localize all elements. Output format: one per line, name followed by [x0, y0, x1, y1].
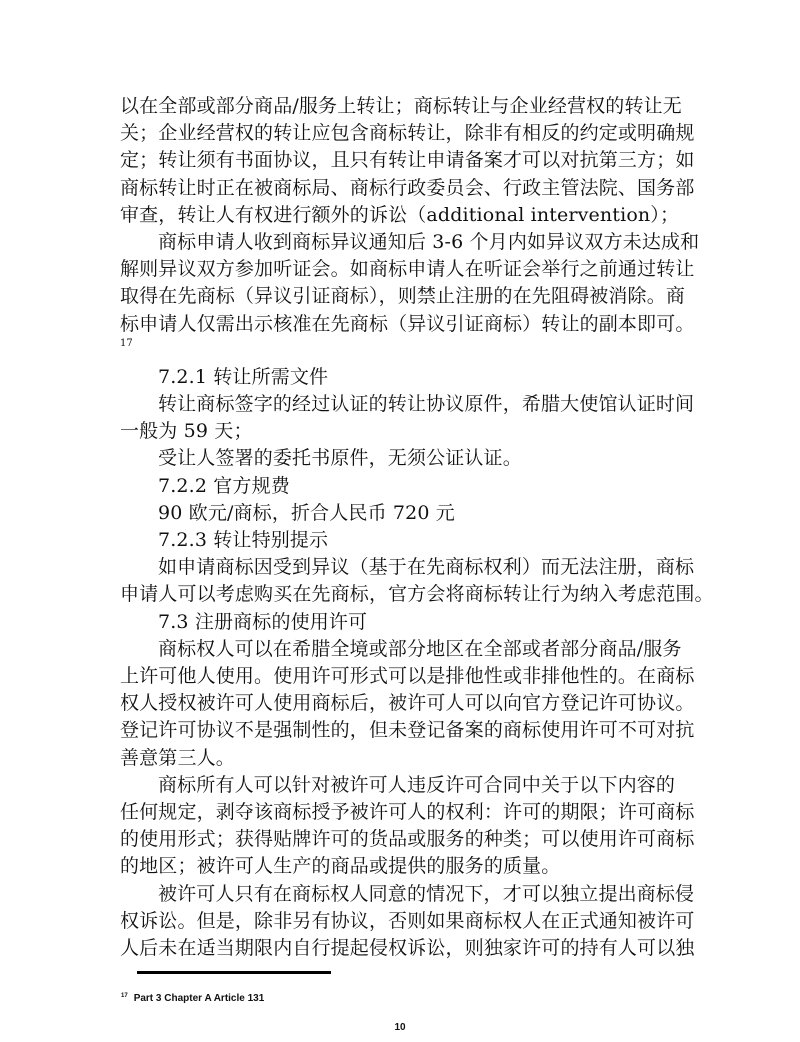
footnote-reference: 17 — [120, 337, 133, 349]
section-heading-7-3: 7.3 注册商标的使用许可 — [158, 610, 368, 633]
text-line: 商标转让时正在被商标局、商标行政委员会、行政主管法院、国务部 — [120, 176, 695, 199]
paragraph-infringement-action — [120, 881, 695, 963]
text-line: 权人授权被许可人使用商标后，被许可人可以向官方登记许可协议。 — [120, 692, 695, 715]
footnote-number: 17 — [121, 993, 128, 999]
text-line: 取得在先商标（异议引证商标），则禁止注册的在先阻碍被消除。商 — [120, 285, 686, 308]
footnote — [121, 992, 264, 1007]
text-line: 任何规定，剥夺该商标授予被许可人的权利：许可的期限；许可商标 — [120, 801, 695, 824]
footnote-text: Part 3 Chapter A Article 131 — [133, 993, 265, 1004]
paragraph-transfer-rules — [120, 93, 695, 229]
text-line: 被许可人只有在商标权人同意的情况下，才可以独立提出商标侵 — [158, 882, 695, 905]
text-line: 善意第三人。 — [120, 746, 235, 769]
text-line: 定；转让须有书面协议，且只有转让申请备案才可以对抗第三方；如 — [120, 149, 695, 172]
text-line: 商标权人可以在希腊全境或部分地区在全部或者部分商品/服务 — [158, 637, 682, 660]
paragraph-opposition-hearing — [120, 229, 700, 352]
paragraph-transfer-notes — [120, 554, 714, 608]
paragraph-power-of-attorney: 受让人签署的委托书原件，无须公证认证。 — [158, 447, 522, 470]
paragraph-official-fee: 90 欧元/商标，折合人民币 720 元 — [158, 501, 455, 524]
text-line: 解则异议双方参加听证会。如商标申请人在听证会举行之前通过转让 — [120, 258, 695, 281]
text-line: 标申请人仅需出示核准在先商标（异议引证商标）转让的副本即可。 — [120, 312, 695, 335]
text-line: 审查，转让人有权进行额外的诉讼（additional intervention）； — [120, 203, 680, 226]
text-line: 权诉讼。但是，除非另有协议，否则如果商标权人在正式通知被许可 — [120, 909, 695, 932]
text-line: 转让商标签字的经过认证的转让协议原件，希腊大使馆认证时间 — [158, 393, 695, 416]
text-line: 的地区；被许可人生产的商品或提供的服务的质量。 — [120, 855, 561, 878]
body-text — [120, 93, 714, 962]
footnote-separator — [137, 971, 331, 974]
text-line: 以在全部或部分商品/服务上转让；商标转让与企业经营权的转让无 — [120, 95, 682, 117]
text-line: 登记许可协议不是强制性的，但未登记备案的商标使用许可不可对抗 — [120, 719, 695, 742]
text-line: 如申请商标因受到异议（基于在先商标权利）而无法注册，商标 — [158, 556, 695, 579]
section-heading-7-2-1: 7.2.1 转让所需文件 — [158, 365, 329, 388]
text-line: 一般为 59 天； — [120, 420, 253, 443]
text-line: 关；企业经营权的转让应包含商标转让，除非有相反的约定或明确规 — [120, 122, 695, 145]
paragraph-license-scope — [120, 636, 695, 772]
page-number: 10 — [394, 1022, 406, 1033]
section-heading-7-2-3: 7.2.3 转让特别提示 — [158, 529, 329, 552]
text-line: 商标申请人收到商标异议通知后 3-6 个月内如异议双方未达成和 — [158, 231, 700, 254]
text-line: 上许可他人使用。使用许可形式可以是排他性或非排他性的。在商标 — [120, 665, 695, 688]
text-line: 申请人可以考虑购买在先商标，官方会将商标转让行为纳入考虑范围。 — [120, 583, 714, 606]
paragraph-required-documents — [120, 391, 695, 445]
text-line: 商标所有人可以针对被许可人违反许可合同中关于以下内容的 — [158, 773, 676, 796]
section-heading-7-2-2: 7.2.2 官方规费 — [158, 474, 290, 497]
text-line: 人后未在适当期限内自行提起侵权诉讼，则独家许可的持有人可以独 — [120, 937, 695, 960]
text-line: 的使用形式；获得贴牌许可的货品或服务的种类；可以使用许可商标 — [120, 828, 695, 851]
paragraph-license-revocation — [120, 772, 695, 881]
